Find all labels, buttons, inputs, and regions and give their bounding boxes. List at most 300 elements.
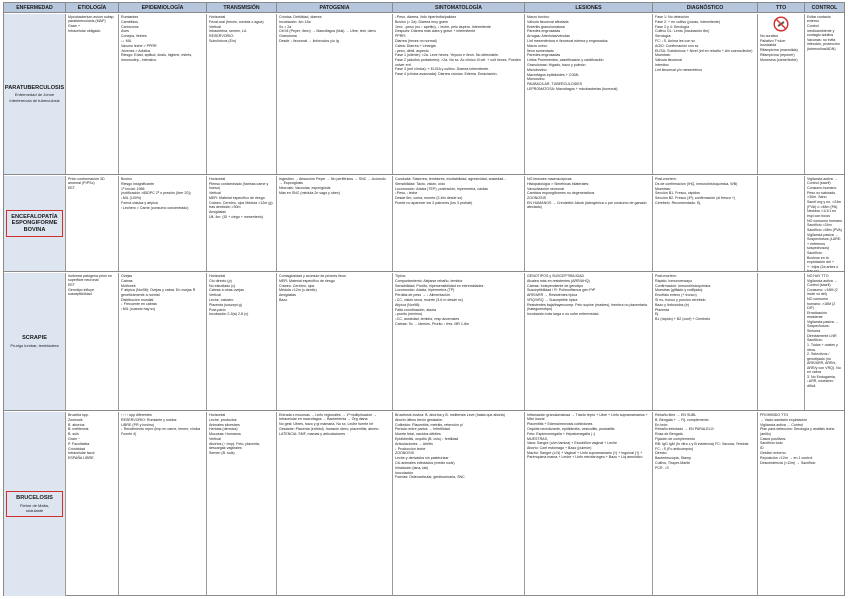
cell-line: En león: <box>655 422 669 427</box>
row-eeb <box>4 176 844 272</box>
cell-line: Erradicación resistente <box>807 310 827 320</box>
cell-epidemiologia <box>119 412 207 596</box>
cell-line: Rifampicina (macrolida) <box>760 48 798 52</box>
cell-line: Rápido: Inmunoensayo <box>655 278 692 283</box>
cell-line: 3. No Endogamia, ↓ARR, muestreo difícil. <box>807 374 836 388</box>
cell-line: Placenta <box>655 307 669 312</box>
disease-subtitle: Prurigo lumbar, tembladera <box>10 342 59 348</box>
cell-line: Ctc animales infectados (medio rural) <box>395 460 455 465</box>
cell-line: Sx > 2a <box>279 24 292 29</box>
cell-line: Vacuno leche > PPRR <box>121 43 157 48</box>
cell-line: Vaca: Sangre (o/vn tamiza) + Escobillón vaginal + Leche <box>527 441 618 446</box>
cell-line: Inhalación (lana, lab) <box>395 465 429 470</box>
cell-epidemiologia <box>119 176 207 271</box>
cell-line: Cultivo GL: Lento (incubación 8m) <box>655 29 710 34</box>
cell-line: ↓peso, débil, aspecto <box>395 48 429 53</box>
comparison-sheet <box>3 2 845 596</box>
cell-line: FC: ↓S. Anima les con sx <box>655 38 695 43</box>
cell-line: Histopatología > Simétricas bilaterales: <box>527 181 590 186</box>
cell-line: Gram + <box>68 24 81 29</box>
cell-line: Prión conformación 3D anormal (PrPSc) <box>68 177 105 186</box>
cell-line: Contagiosidad y acúmulo de priones íleon <box>279 274 346 278</box>
cell-line: RESERVORIO: Rumiante y suidos <box>121 417 177 422</box>
cell-sintomatologia <box>393 14 525 174</box>
cell-line: Fase 3 y 4: Serología <box>655 24 690 29</box>
cell-line: Bovino (> 2a): Diarrea muy grave <box>395 19 449 24</box>
cell-line: Muestras (glifiado y rodfijado): <box>655 288 704 293</box>
cell-line: No gest: Ubres, bazo y gl mamaria. No sx, Leche fuente inf <box>279 422 374 427</box>
cell-line: Riesgo insignificante <box>121 181 154 186</box>
cell-line: Intracelular facul <box>68 451 95 456</box>
cell-line: Incubación más larga o no sufre enfermedad. <box>527 311 600 316</box>
cell-line: Vigilancia activa → Control (sacrif) <box>807 177 838 186</box>
header-lesiones: LESIONES <box>525 3 653 12</box>
cell-line: Epididimitis, orquitis (B. ovis) ↓ fertilidad <box>395 436 459 441</box>
cell-line: ↓ Rendimiento repro (imp en carne, lemen; clínica Fuente 4) <box>121 427 201 436</box>
cell-line: Cerebelo. Recomendado. Ej. <box>655 200 702 205</box>
cell-line: Paredes engrosadas <box>527 53 561 58</box>
cell-line: Brucelosis bovina: B. abortus y B. melitensis Leve (hasta que aborta) <box>395 413 505 417</box>
cell-line: Zoonosis <box>68 417 83 422</box>
cell-transmision <box>207 176 277 271</box>
header-transmision: TRANSMISIÓN <box>207 3 277 12</box>
cell-line: Microovino: <box>527 77 546 82</box>
cell-line: Cráneo. Cerebro, ojos <box>279 283 315 288</box>
cell-line: Bacteriescopia, Stamp <box>655 456 691 461</box>
cell-diagnostico <box>653 273 758 410</box>
cell-line: Articulaciones → Artritis <box>395 441 433 446</box>
cell-line: Sacrificio todo <box>760 441 783 446</box>
cell-line: Fase 3 (enf clínica): + ELISA y cultivo. Diarrea intermitente. <box>395 67 490 72</box>
cell-line: ARR/ARR → Resistentes típica <box>527 293 578 298</box>
cell-line: Vertical <box>209 436 221 441</box>
cell-etiologia <box>66 412 119 596</box>
cell-line: Diarrea (heces no normal) <box>395 38 437 43</box>
cell-line: Distribución mundial <box>121 297 154 302</box>
cell-line: Genotipo influye susceptibilidad <box>68 288 94 297</box>
cell-line: Rifampicina (reponer) <box>760 52 795 57</box>
cell-line: Macho: Sangre (c.N) + Vaginal + Linfo supramamario (†) + Inguinal (†) + Parénquima mama + Leche + Linfo retrofaríngeo + Bazo + Líq amniótico <box>527 450 643 460</box>
cell-line: ELISA: Subclínicos + Nivel (inf en rebaño + Ain sueros/leche) <box>655 48 753 53</box>
cell-line: Fase 1: No detección <box>655 15 689 19</box>
cell-line: Horizontal <box>209 274 226 278</box>
cell-line: Horizontal <box>209 413 226 417</box>
cell-line: Animales silvestres <box>209 422 240 427</box>
disease-box <box>6 210 63 238</box>
cell-line: Atípica (Nor98): <box>395 302 421 307</box>
cell-line: Rebaño infectado → EN PARALELO: <box>655 427 715 432</box>
cell-line: Inflamación granulomatosa → Tracto repro + Ubre + Linfo supramamarios + Mtst Inoval <box>527 413 648 422</box>
cell-line: F atípica (Nor98): Ovejas y cabra. En ovejas R genéticamente a normal <box>121 288 196 297</box>
cell-line: PCR. ↓S <box>655 465 669 470</box>
cell-line: B1 (rápido) + B2 (conf) + Cerebelo <box>655 317 711 322</box>
cell-line: Rosa de Bengala <box>655 432 683 437</box>
cell-line: Microbovino: <box>527 67 548 72</box>
cell-line: Sacrificio: <box>807 338 823 343</box>
cell-line: PROHIBIDO TTO <box>760 413 789 417</box>
cell-line: 1ero: ↓peso (no ↓ apetito), ↓ leche, pelo áspero. Intermitente <box>395 24 491 29</box>
cell-line: Muflones <box>121 283 136 288</box>
cell-line: Arrugas: Arteriolas/vénulas <box>527 34 570 39</box>
cell-line: Formas: Osteoarticular, genitourinaria, SNC <box>395 475 465 480</box>
cell-line: Pérdida de peso → ↓ Alimentación <box>395 293 450 298</box>
cell-line: Vigilancia activa → Control (sacrif) <box>807 278 838 288</box>
cell-line: Vigilancia pasiva → Sospechosos (LARE: + enfermos sospechosos) <box>807 233 842 251</box>
cell-line: Comportamiento: Alejarse rebaño, temblor <box>395 278 463 283</box>
cell-line: Carnívoros <box>121 24 139 29</box>
cell-line: EET <box>68 283 75 288</box>
cell-line: No curativo <box>760 34 779 38</box>
cell-line: Fase 4 (clínica avanzada): Diarrea crónica. Edema. Emaciación. <box>395 72 498 77</box>
cell-line: ↓prurito (mínimo) <box>395 312 423 317</box>
cell-line: Brucella spp. <box>68 413 89 417</box>
cell-line: Falta coordinación, ataxia <box>395 307 436 312</box>
cell-patogenia <box>277 14 393 174</box>
cell-line: GENOTIPOS y SUSCEPTIBILIDAD <box>527 274 585 278</box>
cell-line: Macro bovino: <box>527 15 550 19</box>
cell-line: Cabras <box>121 278 133 283</box>
cell-line: Amígdalas <box>279 293 296 298</box>
header-diagnostico: DIAGNÓSTICO <box>653 3 758 12</box>
cell-line: Abortos (↑↑imp): Feto, placenta, descargas vaginales <box>209 441 260 451</box>
cell-line: No estudiado (c) <box>209 283 236 288</box>
cell-line: Granuloma <box>279 34 297 39</box>
cell-line: NO HAY TTO <box>807 274 829 278</box>
tto-list <box>760 34 802 62</box>
cell-line: Desde ↓ ileocecal → linfonodos y/o Ig <box>279 38 339 43</box>
cell-line: RESERVORIO: <box>209 34 234 39</box>
cell-line: AGID: Confirmación con sx <box>655 43 699 48</box>
cell-line: Válvula ileocecal <box>655 58 682 63</box>
cell-line: PPRR: <box>395 34 406 39</box>
cell-line: Ovejas <box>121 274 133 278</box>
cell-line: Reposición >12m → en 1 control <box>760 455 813 460</box>
cell-line: MUESTRAS, <box>527 436 548 441</box>
cell-line: Orquitis necrotizante, epididimitis, vesiculitis, prostatitis <box>527 427 615 431</box>
cell-line: Camélidos <box>121 19 138 24</box>
cell-line: Riesgo: Edad, aptitud, dosis, higiene, estrés, inmunodep., intensivo. <box>121 53 193 62</box>
cell-line: LIBRE (PR y bovino) <box>121 422 155 427</box>
cell-line: Enteritis granulomatosa <box>527 24 565 29</box>
cell-line: Plan para detección: Serología y análisis leche (anillo) <box>760 427 835 436</box>
cell-tto <box>758 412 844 596</box>
cell-line: Confirmación: Inmunohistoquímica <box>655 283 711 288</box>
cell-line: Directo: <box>655 451 668 456</box>
cell-epidemiologia <box>119 273 207 410</box>
cell-line: 1º Inicial: 1986 <box>121 186 145 191</box>
header-control: CONTROL <box>811 5 838 11</box>
cell-line: Muestras: <box>655 186 671 191</box>
cell-line: Gestión entorno <box>760 450 786 455</box>
cell-lesiones <box>525 14 653 174</box>
cell-line: Post-parto <box>209 307 226 312</box>
cell-line: Vigilancia activa → Control <box>760 422 803 427</box>
cell-line: Vertical <box>209 293 221 298</box>
cell-line: Vacunas: no evita infección, protección (tuberculina/ADN) <box>807 37 840 51</box>
cell-line: Bovinos en la explotación del + <box>807 255 835 265</box>
cell-line: MER: Material específico de riesgo <box>279 278 335 283</box>
cell-diagnostico <box>653 14 758 174</box>
cell-line: Jóvenes > Adultos <box>121 48 151 53</box>
cell-lesiones <box>525 176 653 271</box>
no-syringe-icon <box>773 16 789 32</box>
cell-line: Vertical <box>209 24 221 29</box>
cell-etiologia <box>66 176 119 271</box>
cell-line: Entrada x mucosas → Linfo regionales → 1ª multiplicación → Intracelular en macrófagos → Bacteriemia → Órg diana <box>279 413 377 422</box>
cell-line: Horizontal <box>209 15 226 19</box>
cell-diagnostico <box>653 176 758 271</box>
cell-line: Mycobacterium avium subsp. paratuberculosis (MAP) <box>68 15 115 24</box>
cell-patogenia <box>277 176 393 271</box>
cell-line: ↑MIL (cuando hay sx) <box>121 307 156 312</box>
cell-line: Control medioambiente y contagio adultos <box>807 24 835 38</box>
cell-line: ↓CC, ansiedad, temblor, resp anormales <box>395 317 460 322</box>
disease-subtitle: Enfermedad de Johne <box>14 92 55 98</box>
cell-line: Cambios espongiformes no degenerativos <box>527 191 595 196</box>
cell-line: Rebaño libre → EN SUBL <box>655 413 697 417</box>
cell-line: Cabras a otras ovejas <box>209 288 244 293</box>
cell-line: Fase 1 (silente): <2a. Leve heces. Yeyuno e íleon. No detectable. <box>395 53 499 58</box>
cell-diagnostico <box>653 412 758 596</box>
cell-sintomatologia <box>393 273 525 410</box>
cell-line: Incubación: 4m-15a <box>279 19 311 24</box>
cell-lesiones <box>525 273 653 410</box>
cell-control <box>805 176 844 271</box>
cell-line: Mucosas: Humanos <box>209 432 241 437</box>
disease-cell <box>4 176 66 271</box>
cell-etiologia <box>66 14 119 174</box>
cell-line: B. suis <box>68 432 79 437</box>
cell-epidemiologia <box>119 14 207 174</box>
cell-line: Sacrificio >48m (PVA) <box>807 228 842 233</box>
cell-line: Íleon aumentado <box>527 48 554 53</box>
cell-line: VRQ/VRQ → Susceptible típica <box>527 297 578 302</box>
header-enfermedad: ENFERMEDAD <box>4 3 66 12</box>
cell-line: Directamente LNR <box>807 333 837 338</box>
cell-line: Incubación 2-5(a) 2-8 (c) <box>209 312 249 317</box>
cell-line: Aborto: Cont estómago + Bazo (pulmón) <box>527 446 592 451</box>
cell-line: LEPROMATOSA: Macrófagos + micobacterias (humoral) <box>527 86 618 91</box>
cell-sintomatologia <box>393 412 525 596</box>
cell-line: Resistentes baja/frayeccomp: Feto supine (madres), hembra no placentaria (hateguenotipo) <box>527 302 648 312</box>
cell-line: Intracelular obligado <box>68 29 101 33</box>
cell-line: Bazo y linfonodos (tr) <box>655 302 689 307</box>
cell-line: Sacrif urg y no. >24m (PVA) o >48m (PA) <box>807 200 842 209</box>
cell-line: ESPAÑA LIBRE <box>68 456 94 461</box>
cell-line: Muestras: <box>655 53 671 58</box>
cell-line: Intrauterina, semen, LA <box>209 29 247 34</box>
cell-line: Sección B1. Fresco, rápidos <box>655 191 700 196</box>
cell-line: Encéfalo entero (+ tronco) <box>655 293 697 298</box>
cell-line: Válvula ileocecal afectada <box>527 19 569 24</box>
cell-line: Paliativo T^ulce: Isoniazida <box>760 38 786 48</box>
cell-tto <box>758 176 805 271</box>
row-brucelosis <box>4 412 844 596</box>
row-scrapie <box>4 273 844 411</box>
cell-line: Paredes engrosadas <box>527 29 561 34</box>
cell-line: ID <box>760 446 764 451</box>
cell-line: ↓ Frecuente en cabras <box>121 302 157 307</box>
cell-line: Consumo: >18M (2 inclei vo del) <box>807 288 838 297</box>
disease-cell <box>4 14 66 174</box>
cell-transmision <box>207 14 277 174</box>
cell-line: Después: Diarrea más clara y grave + intermitente <box>395 29 476 34</box>
cell-line: Ej. <box>655 312 660 317</box>
cell-line: Leche, productos <box>209 417 237 422</box>
cell-line: B. abortus <box>68 422 85 427</box>
cell-line: Linf ileocecal y/o mesentérico <box>655 67 703 72</box>
cell-line: NO consumo humano: >18M (2 DIF) <box>807 297 836 311</box>
cell-line: Monesina (carne/leche) <box>760 57 798 62</box>
cell-line: + ↑hijos (2a antes o <box>807 265 839 270</box>
cell-control <box>805 273 844 410</box>
cell-line: Crónica. Debilidad, diarrea <box>279 15 322 19</box>
cell-line: ↓Peso, ↓leche <box>395 191 418 196</box>
cell-line: Típica: <box>395 274 406 278</box>
cell-line: Linf mesentéricos e ileocecal edema y engrosados <box>527 38 608 43</box>
cell-line: Necrosis: Vacuolas, espongiosis <box>279 186 331 191</box>
cell-line: Cráneo, Cerebro, ojos Médula >12m (g) tras dentición >30m <box>209 200 273 209</box>
cell-line: Locomoción: Ataxia, hipermetría (TP) <box>395 288 455 293</box>
cell-line: PAUBACILAR, TUBERCULOIDES <box>527 82 582 87</box>
cell-line: 2. Selectivos / genotipado (no ARR/ARR, ARR/x, ARR/y con VRQ). No en cabra <box>807 352 841 375</box>
cell-line: Sección B2. Fresco (4ª), confirmación (si fresco +) <box>655 196 736 201</box>
header-tto: TTO <box>758 3 805 12</box>
cell-line: Puede no aparecer los 3 patrones (los 3 probab) <box>395 200 473 205</box>
cell-transmision <box>207 273 277 410</box>
cell-line: Fase 2 (adultos portadores): >2a. No sx. Ac clínico III cel. + cult heces. Pueden volver enf. <box>395 58 521 67</box>
cell-line: Granulomas: Hígado, bazo y pulmón <box>527 62 586 67</box>
cell-lesiones <box>525 412 653 596</box>
cell-line: ↑↑↑↑ spp diferentes <box>121 413 152 417</box>
cell-line: Cabras: Sx → ideníes. Prurito ↓ fres. MR 1-6m <box>395 321 470 326</box>
cell-line: Fijación de complemento <box>655 436 695 441</box>
cell-line: Vigilancia pasiva → Sospechosos: Sintoma <box>807 320 839 333</box>
header-row <box>4 3 844 13</box>
cell-line: Bovino <box>121 177 132 181</box>
cell-line: Locomoción: Ataxia (TEP), postración, hipermetría, caídas <box>395 186 488 191</box>
cell-line: Subclínicos (Eín) <box>209 38 237 43</box>
cell-patogenia <box>277 412 393 596</box>
cell-sintomatologia <box>393 176 525 271</box>
cell-line: Cabra: Diarrea + Letargia <box>395 43 436 48</box>
cell-line: Cronicidad <box>68 446 86 451</box>
cell-line: Cultivo, Thayer-Martin <box>655 460 691 465</box>
cell-line: Rumiantes <box>121 15 139 19</box>
cell-line: Horizontal <box>209 177 226 181</box>
cell-line: Cél M (Peyer, íleon) → Macrófagos (lisis) → Ubre, test, útero <box>279 29 376 34</box>
cell-line: Fecal-oral (heces, comida o agua) <box>209 19 264 24</box>
cell-line: Intestino <box>655 62 669 67</box>
cell-line: Más en SNC (médula 2n vago y obex) <box>279 191 340 195</box>
cell-line: Linfos Prominentes, caseificación y calcificación <box>527 58 604 63</box>
cell-patogenia <box>277 273 393 410</box>
cell-line: Descendencia (<12m) → Sacrificio <box>760 460 816 465</box>
cell-line: Vertical <box>209 191 221 195</box>
cell-line: 1. Todos + ovales y otros. <box>807 343 838 352</box>
header-patogenia: PATOGENIA <box>277 3 393 12</box>
cell-line: Forma clásica y atípica <box>121 200 158 205</box>
disease-cell <box>4 273 66 410</box>
cell-line: Gestante: Placenta (eritritol). Invasión útero, placentitis, aborto <box>279 427 379 431</box>
cell-line: Últ. 4m. (ID + ciego + mesenterio) <box>209 214 263 219</box>
disease-name: PARATUBERCULOSIS <box>4 84 65 91</box>
cell-line: Conducta: Sialorrea, temblores, excitabilidad, agresividad, ansiedad... <box>395 177 507 181</box>
cell-line: Evitar contacto externo <box>807 15 831 24</box>
header-sintomatologia: SINTOMATOLOGÍA <box>393 3 525 12</box>
cell-line: Aborto último tercio gestación <box>395 417 443 422</box>
cell-line: ↓↓ MIL <box>121 38 132 43</box>
disease-name: ENCEFALOPATÍA ESPONGIFORME BOVINA <box>11 213 58 233</box>
cell-line: Post-mortem: <box>655 177 677 181</box>
cell-line: LATENCIA: SMF, mamas y articulaciones <box>279 431 346 436</box>
cell-line: ↑Lechero > Carne (consumo concentrado) <box>121 205 189 210</box>
cell-line: Fase 2: + en cultivo (pocas, intermitente) <box>655 19 721 24</box>
cell-line: Sacrificio: <box>807 251 823 256</box>
cell-line: MER: Material específico de riesgo <box>209 195 265 200</box>
cell-line: Cto directo (p) <box>209 278 232 283</box>
disease-name: BRUCELOSIS <box>16 495 53 502</box>
cell-line: P. Facultativa <box>68 441 90 446</box>
cell-line: ↓Peso, diarrea, linfo hipertrofia/palidez <box>395 15 457 19</box>
cell-line: Ingestión → Absorción Peyer → Nn periféricos → SNC → Acúmulo → Espongiosis <box>279 177 386 186</box>
cell-line: Peso no saturado, >30m. Sano <box>807 191 837 200</box>
cell-line: Necidos <1/1/1 en espl con focos <box>807 209 837 218</box>
cell-line: Macro ovino: <box>527 43 548 48</box>
cell-line: NO consumo humano <box>807 218 842 223</box>
cell-line: Médula >12m (c.dentic) <box>279 288 317 293</box>
cell-control <box>805 14 844 174</box>
cell-line: Amígdalas <box>209 209 226 214</box>
cell-line: Pienso contaminado (harinas carne y hueso) <box>209 181 269 191</box>
cell-line: ZOONOSIS <box>527 196 546 201</box>
cell-line: Consumo humano <box>807 186 837 191</box>
cell-tto <box>758 14 805 174</box>
cell-line: Placenta (suscept g) <box>209 302 242 307</box>
cell-line: (notificación >85DPC 2º o presión (Iber 20)) <box>121 191 191 196</box>
disease-subtitle: Fiebre de Malta, ondulante <box>20 502 49 513</box>
cell-line: B. Bengala + → Fij. complemento <box>655 417 709 422</box>
cell-etiologia <box>66 273 119 410</box>
disease-cell <box>4 412 66 596</box>
cell-line: Sensibilidad: Prurito, hipersensibilidad en extremidades <box>395 283 484 288</box>
cell-line: Leche y derivados sin pasteurizar <box>395 456 449 461</box>
cell-line: ↓CC, visión seca, muerte (3-6 m desde sx) <box>395 297 463 302</box>
cell-line: Post-mortem: <box>655 274 677 278</box>
cell-line: Desde 6m, coma, muerte (2-6m desde sx) <box>395 196 463 201</box>
cell-line: Inoculación <box>395 470 414 475</box>
cell-line: Macrófagos epitelioides + CGML <box>527 72 580 77</box>
cell-line: FC: ↓S (Fo anticuerpos) <box>655 446 694 451</box>
cell-line: Periodo entre partos → Infertilidad <box>395 427 450 432</box>
cell-line: EET <box>68 186 75 191</box>
cell-tto <box>758 273 805 410</box>
cell-line: Semen (B. suis) <box>209 450 235 455</box>
cell-line: Leche, calostro <box>209 297 234 302</box>
cell-line: ZOONOSIS <box>395 451 414 456</box>
cell-line: Si no, tronco y porción cerebelo <box>655 297 706 302</box>
cell-line: EN HUMANOS → Creutzfeld Jakob (iatrogénica o por consumo de ganado afectado) <box>527 200 647 210</box>
cell-line: Cabras: Independiente de genotipo <box>527 283 584 288</box>
cell-line: Sacrificio >24m <box>807 223 832 228</box>
disease-box <box>6 491 63 517</box>
header-etiologia: ETIOLOGÍA <box>66 3 119 12</box>
cell-line: Cotiledón: Placentitis, metritis, retención pl <box>395 422 463 427</box>
cell-line: → Vacio sanitario explotación <box>760 417 808 422</box>
cell-line: Isoforma patógena prión en superficie neuronal <box>68 274 112 283</box>
cell-line: Heridas (dérmica) <box>209 427 238 432</box>
cell-line: Gram − <box>68 436 81 441</box>
